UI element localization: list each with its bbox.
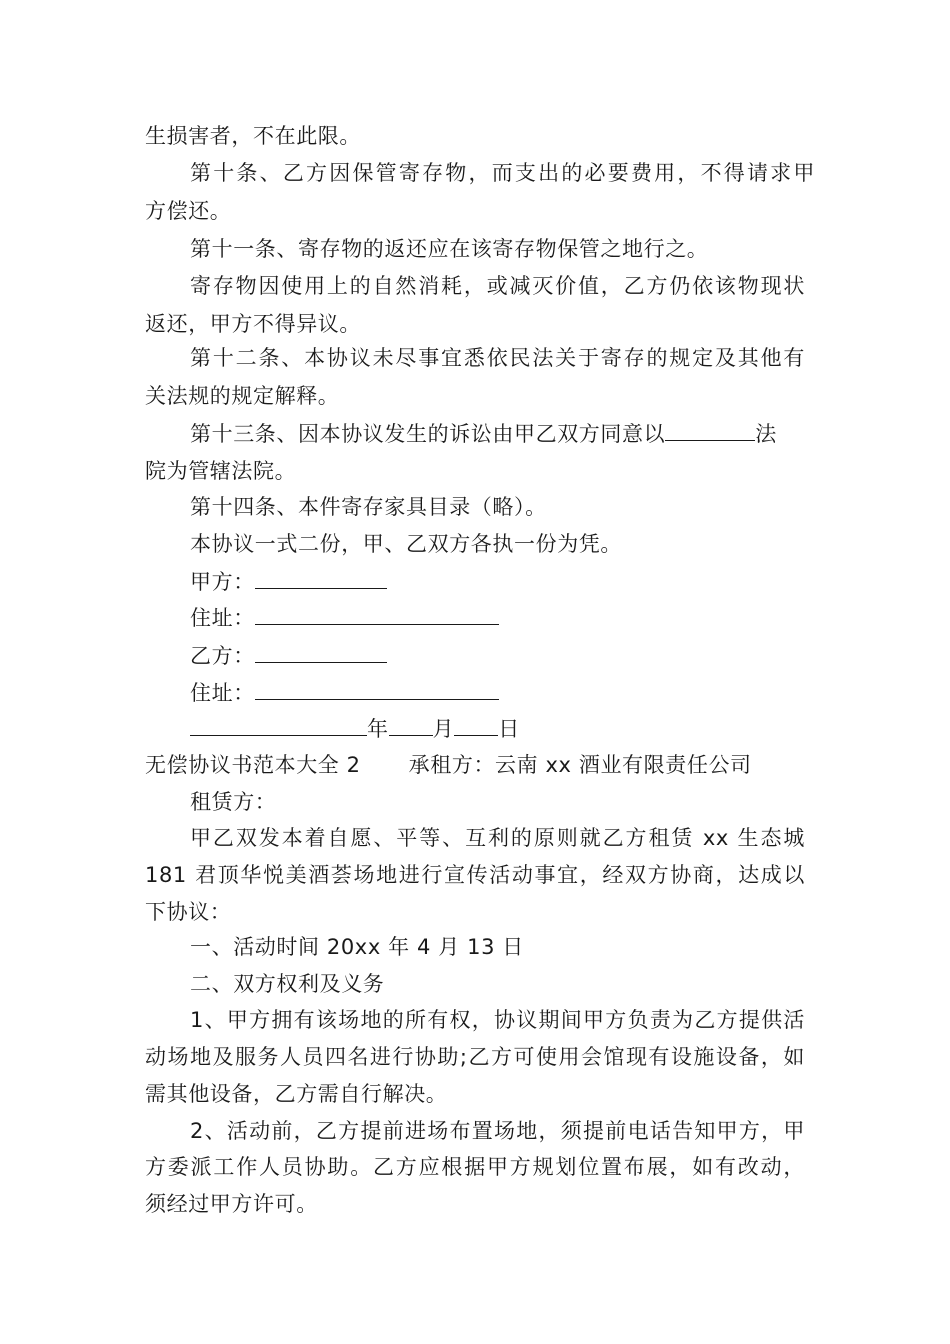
point-1-line-1: 1、甲方拥有该场地的所有权，协议期间甲方负责为乙方提供活	[190, 1008, 805, 1032]
clause-13-suffix: 法	[755, 422, 777, 446]
lessor-line: 租赁方：	[190, 790, 277, 814]
point-2-line-3: 须经过甲方许可。	[145, 1192, 318, 1216]
clause-13-text: 第十三条、因本协议发生的诉讼由甲乙双方同意以	[190, 422, 666, 446]
day-label: 日	[498, 717, 520, 741]
day-blank	[454, 713, 498, 736]
copies-clause: 本协议一式二份，甲、乙双方各执一份为凭。	[190, 532, 622, 556]
clause-11-para-line-2: 返还，甲方不得异议。	[145, 312, 361, 336]
item-1-activity-time: 一、活动时间 20xx 年 4 月 13 日	[190, 935, 524, 959]
point-2-line-2: 方委派工作人员协助。乙方应根据甲方规划位置布展，如有改动，	[145, 1155, 805, 1179]
clause-11-para-line-1: 寄存物因使用上的自然消耗，或减灭价值，乙方仍依该物现状	[190, 274, 805, 298]
section-title-row	[145, 750, 815, 780]
point-1-line-3: 需其他设备，乙方需自行解决。	[145, 1082, 448, 1106]
clause-13-line-2: 院为管辖法院。	[145, 459, 297, 483]
point-2-line-1: 2、活动前，乙方提前进场布置场地，须提前电话告知甲方，甲	[190, 1119, 805, 1143]
preamble-line-3: 下协议：	[145, 900, 232, 924]
year-label: 年	[367, 717, 389, 741]
clause-12-line-2: 关法规的规定解释。	[145, 384, 340, 408]
month-blank	[389, 713, 433, 736]
item-2-heading: 二、双方权利及义务	[190, 972, 385, 996]
clause-12-line-1: 第十二条、本协议未尽事宜悉依民法关于寄存的规定及其他有	[190, 346, 805, 370]
preamble-line-2: 181 君顶华悦美酒荟场地进行宣传活动事宜，经双方协商，达成以	[145, 863, 805, 887]
address-b-blank	[255, 677, 499, 700]
lessee-line: 承租方：云南 xx 酒业有限责任公司	[408, 753, 752, 777]
year-blank	[190, 713, 367, 736]
clause-10-line-1: 第十条、乙方因保管寄存物，而支出的必要费用，不得请求甲	[190, 161, 815, 185]
address-a-label: 住址：	[190, 606, 255, 630]
address-a-blank	[255, 602, 499, 625]
party-b-label: 乙方：	[190, 644, 255, 668]
clause-11: 第十一条、寄存物的返还应在该寄存物保管之地行之。	[190, 237, 709, 261]
date-row	[190, 713, 860, 743]
clause-14: 第十四条、本件寄存家具目录（略）。	[190, 495, 547, 519]
address-b-label: 住址：	[190, 681, 255, 705]
court-blank	[665, 418, 755, 441]
party-b-row	[190, 640, 860, 670]
party-b-blank	[255, 640, 387, 663]
address-a-row	[190, 602, 860, 632]
party-a-label: 甲方：	[190, 570, 255, 594]
preamble-line-1: 甲乙双发本着自愿、平等、互利的原则就乙方租赁 xx 生态城	[190, 826, 805, 850]
month-label: 月	[432, 717, 455, 741]
party-a-row	[190, 566, 860, 596]
clause-10-line-2: 方偿还。	[145, 199, 232, 223]
clause-13-line-1	[190, 418, 860, 448]
section-title: 无偿协议书范本大全 2	[145, 753, 361, 777]
point-1-line-2: 动场地及服务人员四名进行协助;乙方可使用会馆现有设施设备，如	[145, 1045, 805, 1069]
address-b-row	[190, 677, 860, 707]
party-a-blank	[255, 566, 387, 589]
text-line: 生损害者，不在此限。	[145, 124, 361, 148]
